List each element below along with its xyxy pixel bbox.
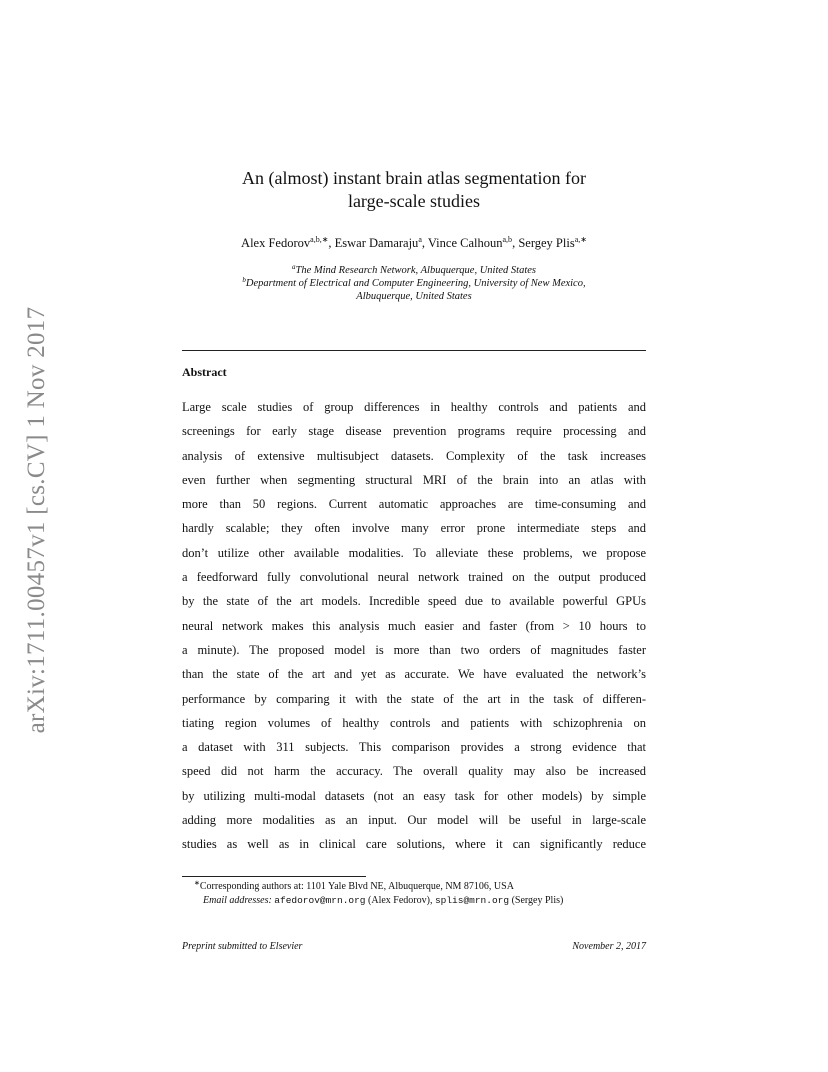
abstract-line: a minute). The proposed model is more than two orders of magnitudes faster: [182, 642, 646, 657]
footnote-text: Corresponding authors at: 1101 Yale Blvd NE, Albuquerque, NM 87106, USA: [199, 881, 514, 892]
author-list: [182, 236, 646, 251]
author-superscript: a,b: [502, 235, 513, 244]
affiliation-b: [182, 277, 646, 290]
abstract-line: a feedforward fully convolutional neural network trained on the output produced: [182, 570, 646, 585]
footnote-corresponding: [182, 880, 646, 894]
abstract-line: neural network makes this analysis much easier and faster (from > 10 hours to: [182, 618, 646, 633]
affiliation-b-cont: Albuquerque, United States: [356, 291, 472, 302]
author-superscript: a,∗: [574, 235, 587, 244]
abstract-line: by the state of the art models. Incredible speed due to available powerful GPUs: [182, 594, 646, 609]
affiliation-text: The Mind Research Network, Albuquerque, United States: [295, 265, 536, 276]
abstract-line: performance by comparing it with the state of the art in the task of differen-: [182, 691, 646, 706]
email-owner: (Sergey Plis): [511, 894, 564, 906]
author-separator: ,: [512, 236, 519, 250]
affiliation-a: [182, 264, 646, 277]
abstract-line: analysis of extensive multisubject datasets. Complexity of the task increases: [182, 448, 646, 463]
abstract-line: studies as well as in clinical care solutions, where it can significantly reduce: [182, 837, 646, 852]
abstract-top-rule: [182, 350, 646, 351]
abstract-line: adding more modalities as an input. Our model will be useful in large-scale: [182, 813, 646, 828]
affiliations: [182, 264, 646, 303]
affiliation-mark: b: [242, 276, 246, 284]
abstract-line: than the state of the art and yet as accurate. We have evaluated the network’s: [182, 667, 646, 682]
footnotes: [182, 880, 646, 907]
abstract-line: by utilizing multi-modal datasets (not an easy task for other models) by simple: [182, 788, 646, 803]
abstract-line: Large scale studies of group differences in healthy controls and patients and: [182, 400, 646, 414]
footnote-emails: [182, 894, 646, 908]
author-separator: ,: [421, 236, 428, 250]
affiliation-text: Department of Electrical and Computer Engineering, University of New Mexico,: [245, 278, 586, 289]
author-separator: ,: [328, 236, 335, 250]
abstract-body: [182, 395, 646, 857]
preprint-date: November 2, 2017: [572, 941, 646, 952]
author-name: Sergey Plis: [518, 236, 575, 250]
preprint-notice: Preprint submitted to Elsevier: [182, 941, 303, 952]
abstract-line: don’t utilize other available modalities. To alleviate these problems, we propose: [182, 545, 646, 560]
paper-title: [182, 167, 646, 213]
abstract-line: speed did not harm the accuracy. The overall quality may also be increased: [182, 764, 646, 779]
email-owner: (Alex Fedorov),: [368, 894, 433, 906]
arxiv-side-stamp: arXiv:1711.00457v1 [cs.CV] 1 Nov 2017: [23, 306, 50, 734]
abstract-line: a dataset with 311 subjects. This comparison provides a strong evidence that: [182, 740, 646, 755]
footnote-rule: [182, 876, 366, 877]
abstract-line: even further when segmenting structural MRI of the brain into an atlas with: [182, 472, 646, 487]
author-name: Eswar Damaraju: [334, 236, 419, 250]
author-name: Alex Fedorov: [241, 236, 311, 250]
author-superscript: a: [418, 235, 422, 244]
abstract-line: tiating region volumes of healthy controls and patients with schizophrenia on: [182, 715, 646, 730]
title-line-2: large-scale studies: [347, 191, 481, 211]
author-superscript: a,b,∗: [310, 235, 329, 244]
email-link[interactable]: splis@mrn.org: [434, 894, 510, 906]
email-label: Email addresses:: [203, 894, 272, 906]
abstract-heading: Abstract: [182, 365, 227, 379]
abstract-line: screenings for early stage disease prevention programs require processing and: [182, 424, 646, 439]
abstract-line: hardly scalable; they often involve many error prone intermediate steps and: [182, 521, 646, 536]
title-line-1: An (almost) instant brain atlas segmentation for: [242, 168, 586, 188]
footnote-mark: ∗: [194, 879, 200, 887]
affiliation-mark: a: [292, 263, 296, 271]
email-link[interactable]: afedorov@mrn.org: [274, 894, 366, 906]
abstract-line: more than 50 regions. Current automatic approaches are time-consuming and: [182, 497, 646, 512]
author-name: Vince Calhoun: [427, 236, 503, 250]
